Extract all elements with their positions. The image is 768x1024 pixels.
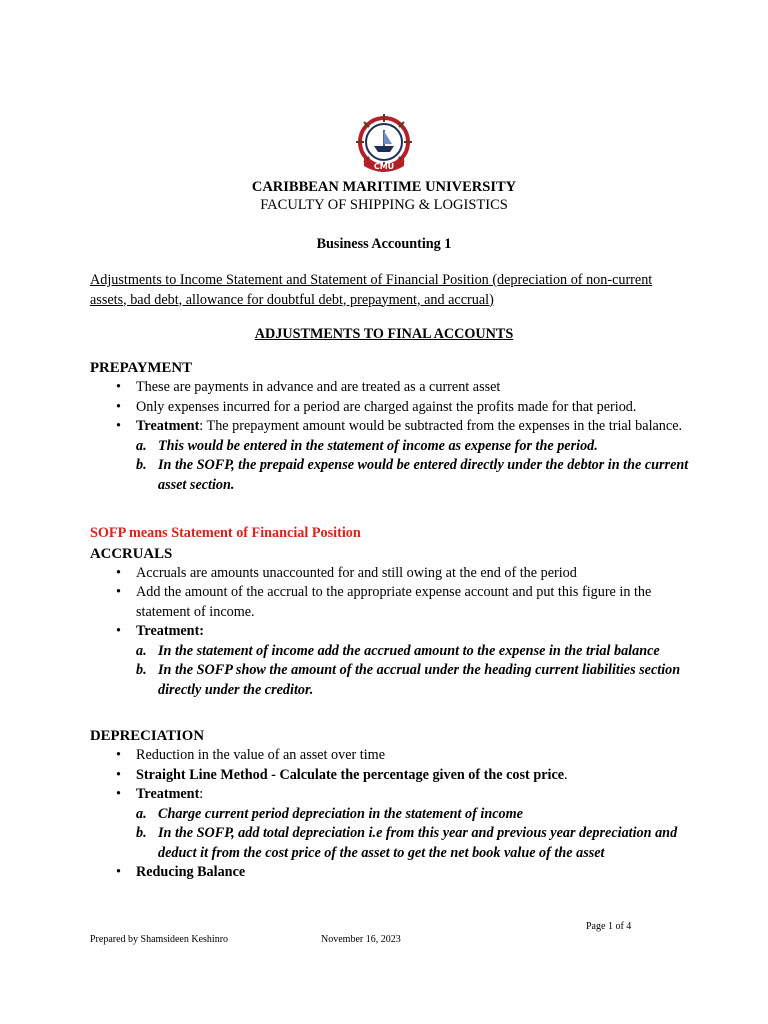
section-heading: PREPAYMENT: [90, 360, 192, 376]
university-logo: [350, 112, 418, 180]
list-item: • Reduction in the value of an asset over time: [90, 746, 690, 766]
list-item: • Add the amount of the accrual to the appropriate expense account and put this figure in the statement of income.: [90, 583, 690, 622]
list-item: [90, 661, 690, 700]
faculty-name: FACULTY OF SHIPPING & LOGISTICS: [260, 197, 508, 213]
list-item: • Accruals are amounts unaccounted for and still owing at the end of the period: [90, 564, 690, 584]
list-item: [90, 437, 690, 457]
document-date: November 16, 2023: [321, 934, 401, 945]
sofp-note: SOFP means Statement of Financial Position: [90, 525, 361, 541]
section-depreciation: [90, 726, 690, 883]
list-text: In the SOFP show the amount of the accrual under the heading current liabilities section directly under the creditor.: [158, 662, 681, 698]
treatment-label: Treatment: [136, 418, 200, 434]
method-label: Straight Line Method - Calculate the percentage given of the cost price: [136, 766, 565, 783]
list-text: Charge current period depreciation in the statement of income: [158, 805, 523, 822]
list-item: [90, 863, 690, 883]
list-text: This would be entered in the statement of income as expense for the period.: [158, 437, 598, 454]
list-text: In the SOFP, the prepaid expense would be entered directly under the debtor in the current asset section.: [158, 457, 689, 493]
subject-line: Adjustments to Income Statement and Statement of Financial Position (depreciation of non-current assets, bad debt, allowance for doubtful debt, prepayment, and accrual): [90, 272, 653, 308]
logo-text: CMU: [373, 162, 395, 171]
section-heading: DEPRECIATION: [90, 728, 205, 744]
list-marker: a.: [136, 437, 147, 454]
list-item: [90, 456, 690, 495]
prepared-by: Prepared by Shamsideen Keshinro: [90, 934, 229, 945]
method-label: Reducing Balance: [136, 864, 246, 880]
list-item: • Only expenses incurred for a period are charged against the profits made for that period.: [90, 398, 690, 418]
page-number: Page 1 of 4: [586, 921, 632, 932]
list-text: In the SOFP, add total depreciation i.e from this year and previous year depreciation and deduct it from the cost price of the asset to get the net book value of the asset: [158, 825, 678, 861]
list-item: [90, 785, 690, 805]
section-prepayment: [90, 358, 690, 495]
course-title: Business Accounting 1: [316, 236, 452, 252]
list-marker: a.: [136, 805, 147, 822]
treatment-tail: :: [199, 786, 204, 802]
list-item: [90, 824, 690, 863]
treatment-label: Treatment: [136, 786, 200, 802]
list-item: [90, 766, 690, 786]
list-item: [90, 622, 690, 642]
list-item: [90, 805, 690, 825]
list-marker: b.: [136, 457, 147, 473]
main-title: ADJUSTMENTS TO FINAL ACCOUNTS: [254, 326, 514, 342]
list-item: [90, 642, 690, 662]
list-marker: b.: [136, 825, 147, 841]
section-heading: ACCRUALS: [90, 545, 173, 562]
list-marker: b.: [136, 662, 147, 678]
treatment-text: : The prepayment amount would be subtracted from the expenses in the trial balance.: [199, 418, 683, 434]
university-name: CARIBBEAN MARITIME UNIVERSITY: [251, 179, 517, 195]
list-marker: a.: [136, 642, 147, 659]
list-text: In the statement of income add the accrued amount to the expense in the trial balance: [158, 642, 660, 659]
treatment-label: Treatment:: [136, 623, 205, 639]
list-item: [90, 417, 690, 437]
list-item: • These are payments in advance and are treated as a current asset: [90, 378, 690, 398]
method-tail: .: [564, 766, 568, 783]
section-accruals: [90, 524, 690, 700]
